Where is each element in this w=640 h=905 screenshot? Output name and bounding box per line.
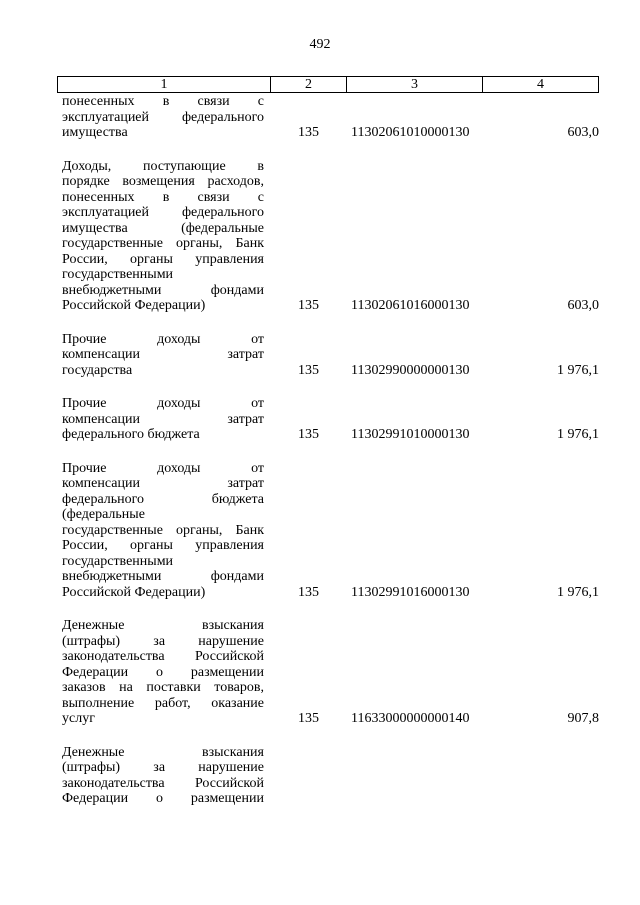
description-line: эксплуатацией федерального bbox=[62, 109, 264, 125]
description-line: компенсации затрат bbox=[62, 476, 264, 491]
description-line: Федерации о размещении bbox=[62, 664, 264, 680]
description-line: внебюджетными фондами bbox=[62, 569, 264, 584]
description-line: Прочие доходы от bbox=[62, 331, 264, 347]
description-line: Российской Федерации) bbox=[62, 298, 206, 313]
description-line: Денежные взыскания bbox=[62, 744, 264, 760]
row-description bbox=[62, 332, 264, 379]
description-line: заказов на поставки товаров, bbox=[62, 680, 264, 695]
header-col-3: 3 bbox=[347, 77, 483, 92]
header-col-4: 4 bbox=[537, 77, 544, 92]
description-line: Российской Федерации) bbox=[62, 584, 206, 600]
row-budget-code: 11633000000000140 bbox=[351, 711, 470, 726]
row-description bbox=[62, 461, 264, 601]
description-line: законодательства Российской bbox=[62, 649, 264, 664]
description-line: имущества (федеральные bbox=[62, 220, 264, 236]
description-line: России, органы управления bbox=[62, 251, 264, 267]
table-row bbox=[0, 396, 640, 443]
table-header bbox=[57, 76, 599, 93]
row-admin-code: 135 bbox=[298, 362, 319, 378]
page-number: 492 bbox=[309, 37, 331, 52]
description-line: выполнение работ, оказание bbox=[62, 695, 264, 711]
row-budget-code: 11302991010000130 bbox=[351, 427, 470, 442]
description-line: государственные органы, Банк bbox=[62, 236, 264, 251]
description-line: Денежные взыскания bbox=[62, 618, 264, 633]
table-row bbox=[0, 618, 640, 727]
table-row bbox=[0, 332, 640, 379]
description-line: государственные органы, Банк bbox=[62, 522, 264, 538]
description-line: Прочие доходы от bbox=[62, 460, 264, 476]
row-amount: 1 976,1 bbox=[557, 584, 599, 600]
description-line: федерального бюджета bbox=[62, 427, 200, 442]
description-line: законодательства Российской bbox=[62, 775, 264, 791]
row-description bbox=[62, 618, 264, 727]
table-row bbox=[0, 94, 640, 141]
description-line: внебюджетными фондами bbox=[62, 282, 264, 298]
row-admin-code: 135 bbox=[298, 427, 319, 442]
description-line: понесенных в связи с bbox=[62, 94, 264, 109]
description-line: (штрафы) за нарушение bbox=[62, 760, 264, 775]
row-description bbox=[62, 159, 264, 314]
row-budget-code: 11302061010000130 bbox=[351, 125, 470, 140]
description-line: федерального бюджета bbox=[62, 491, 264, 507]
table-row bbox=[0, 745, 640, 807]
description-line: России, органы управления bbox=[62, 538, 264, 553]
description-line: государственными bbox=[62, 553, 174, 569]
description-line: Доходы, поступающие в bbox=[62, 158, 264, 174]
row-budget-code: 11302990000000130 bbox=[351, 362, 470, 378]
row-description bbox=[62, 396, 264, 443]
row-amount: 907,8 bbox=[567, 711, 599, 726]
row-description bbox=[62, 745, 264, 807]
header-col-1: 1 bbox=[58, 77, 271, 92]
description-line: Федерации о размещении bbox=[62, 791, 264, 806]
row-admin-code: 135 bbox=[298, 298, 319, 313]
description-line: компенсации затрат bbox=[62, 411, 264, 427]
row-amount: 603,0 bbox=[567, 125, 599, 140]
description-line: компенсации затрат bbox=[62, 347, 264, 362]
row-admin-code: 135 bbox=[298, 584, 319, 600]
row-budget-code: 11302991016000130 bbox=[351, 584, 470, 600]
description-line: государственными bbox=[62, 267, 174, 282]
header-col-2: 2 bbox=[271, 77, 347, 92]
table-row bbox=[0, 461, 640, 601]
description-line: (штрафы) за нарушение bbox=[62, 633, 264, 649]
description-line: (федеральные bbox=[62, 507, 145, 522]
description-line: эксплуатацией федерального bbox=[62, 205, 264, 220]
row-description bbox=[62, 94, 264, 141]
description-line: имущества bbox=[62, 125, 128, 140]
table-body bbox=[0, 94, 640, 825]
table-row bbox=[0, 159, 640, 314]
description-line: государства bbox=[62, 362, 133, 378]
row-budget-code: 11302061016000130 bbox=[351, 298, 470, 313]
row-amount: 1 976,1 bbox=[557, 362, 599, 378]
row-admin-code: 135 bbox=[298, 125, 319, 140]
row-admin-code: 135 bbox=[298, 711, 319, 726]
description-line: услуг bbox=[62, 711, 95, 726]
description-line: порядке возмещения расходов, bbox=[62, 174, 264, 189]
row-amount: 1 976,1 bbox=[557, 427, 599, 442]
description-line: Прочие доходы от bbox=[62, 396, 264, 411]
description-line: понесенных в связи с bbox=[62, 189, 264, 205]
row-amount: 603,0 bbox=[567, 298, 599, 313]
